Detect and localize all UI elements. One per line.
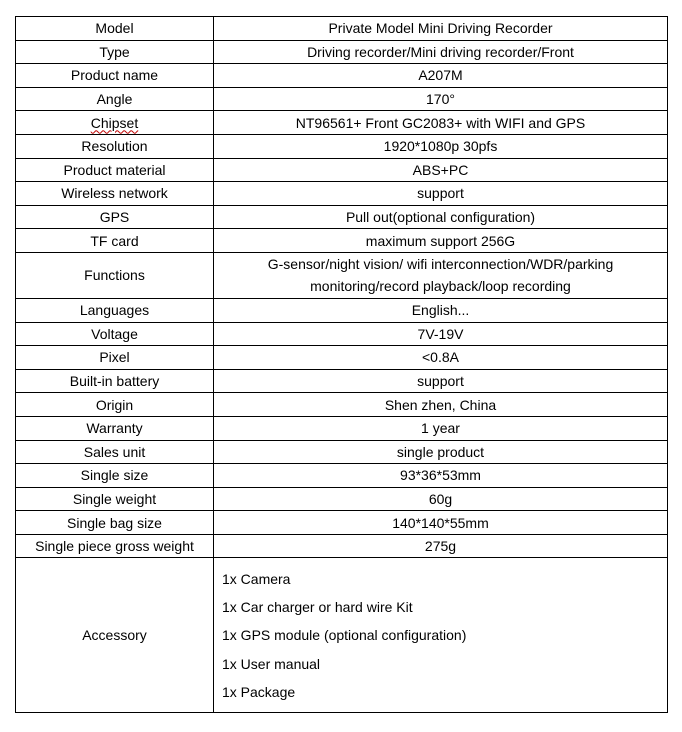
spec-value [214,440,668,464]
spec-value [214,87,668,111]
spec-label [16,111,214,135]
spec-label-text: Product name [70,67,159,84]
spec-label-text: Chipset [90,114,139,131]
spec-value-text: 275g [424,538,457,555]
spec-label-text: Model [95,20,134,37]
spec-value-text: single product [396,443,485,460]
accessory-list [214,558,668,713]
spec-label [16,298,214,322]
spec-label [16,134,214,158]
spec-label [16,158,214,182]
spec-label [16,322,214,346]
spec-label [16,464,214,488]
spec-label-text: Type [99,43,130,60]
spec-label [16,205,214,229]
spec-label-text: Functions [84,267,145,284]
spec-row [16,369,668,393]
spec-value [214,158,668,182]
spec-value-text: NT96561+ Front GC2083+ with WIFI and GPS [295,114,586,131]
spec-row [16,229,668,253]
spec-value-text: support [417,185,464,202]
spec-value [214,40,668,64]
spec-value [214,252,668,298]
accessory-item: 1x Car charger or hard wire Kit [222,599,413,616]
spec-value-text: ABS+PC [412,161,469,178]
spec-value-text: maximum support 256G [365,232,516,249]
spec-value [214,464,668,488]
spec-label-text: Languages [79,302,150,319]
spec-value-text: English... [411,302,470,319]
spec-label-text: Origin [95,396,134,413]
spec-row [16,40,668,64]
spec-value [214,64,668,88]
spec-label-text: Resolution [81,138,148,155]
spec-value [214,534,668,558]
spec-value-text: 60g [428,490,453,507]
spec-label [16,416,214,440]
accessory-item: 1x Camera [222,570,291,587]
spec-label-text: Voltage [91,325,138,342]
spec-row [16,252,668,298]
spec-value-text: 7V-19V [417,325,464,342]
spec-label [16,440,214,464]
spec-value [214,111,668,135]
spec-label-text: Product material [63,161,166,178]
spec-row [16,440,668,464]
spec-row [16,134,668,158]
spec-value [214,134,668,158]
spec-row [16,205,668,229]
spec-row [16,487,668,511]
spec-label [16,346,214,370]
spec-value-text: Driving recorder/Mini driving recorder/Front [307,43,574,60]
spec-value [214,346,668,370]
spec-label [16,393,214,417]
spec-row [16,511,668,535]
spec-value-text: Private Model Mini Driving Recorder [328,20,553,37]
spec-value [214,393,668,417]
spec-value-line: monitoring/record playback/loop recording [310,278,571,295]
spec-value-text: 1920*1080p 30pfs [383,138,498,155]
spec-label [16,17,214,41]
spec-label-text: Angle [96,91,133,108]
accessory-item: 1x GPS module (optional configuration) [222,627,467,644]
spec-label-text: Single size [80,467,149,484]
spec-label-text: Sales unit [83,443,146,460]
spec-value [214,416,668,440]
spec-value [214,229,668,253]
spec-value [214,17,668,41]
spec-value [214,322,668,346]
spec-value [214,487,668,511]
spec-value-text: 1 year [421,420,460,437]
spec-label-text: Single bag size [67,514,162,531]
spec-table [15,16,668,713]
spec-row [16,158,668,182]
accessory-row [16,558,668,713]
spec-row [16,111,668,135]
spec-row [16,464,668,488]
accessory-label: Accessory [16,558,214,713]
spec-label [16,229,214,253]
spec-label [16,87,214,111]
spec-row [16,182,668,206]
spec-row [16,64,668,88]
spec-value [214,369,668,393]
spec-label-text: Pixel [99,349,130,366]
spec-value-text: A207M [418,67,463,84]
spec-label-text: Built-in battery [69,373,160,390]
spec-label-text: Single piece gross weight [35,538,194,555]
spec-label-text: Single weight [72,490,157,507]
spec-label [16,487,214,511]
spec-value-text: support [417,373,464,390]
spec-label-text: Wireless network [61,185,168,202]
spec-value [214,511,668,535]
spec-value-text: 170° [426,91,455,108]
spec-value-text: Pull out(optional configuration) [345,209,536,226]
spec-label [16,252,214,298]
spec-row [16,87,668,111]
spec-label [16,182,214,206]
spec-value-text: 140*140*55mm [392,514,489,531]
accessory-item: 1x User manual [222,655,321,672]
spec-value [214,205,668,229]
spec-label [16,64,214,88]
spec-value-text: Shen zhen, China [384,396,497,413]
spec-value-text: 93*36*53mm [400,467,481,484]
spec-row [16,393,668,417]
spec-value [214,182,668,206]
spec-value [214,298,668,322]
spec-row [16,416,668,440]
spec-label [16,534,214,558]
accessory-item: 1x Package [222,683,296,700]
spec-label-text: Warranty [86,420,143,437]
spec-table-body [16,17,668,713]
spec-row [16,534,668,558]
spec-row [16,346,668,370]
spec-row [16,322,668,346]
spec-label [16,40,214,64]
spec-row [16,17,668,41]
spec-row [16,298,668,322]
spec-label-text: GPS [99,209,130,226]
spec-label-text: TF card [90,232,139,249]
spec-value-line: G-sensor/night vision/ wifi interconnection/WDR/parking [267,256,614,273]
spec-value-text: <0.8A [422,349,459,366]
spec-label [16,511,214,535]
spec-label [16,369,214,393]
